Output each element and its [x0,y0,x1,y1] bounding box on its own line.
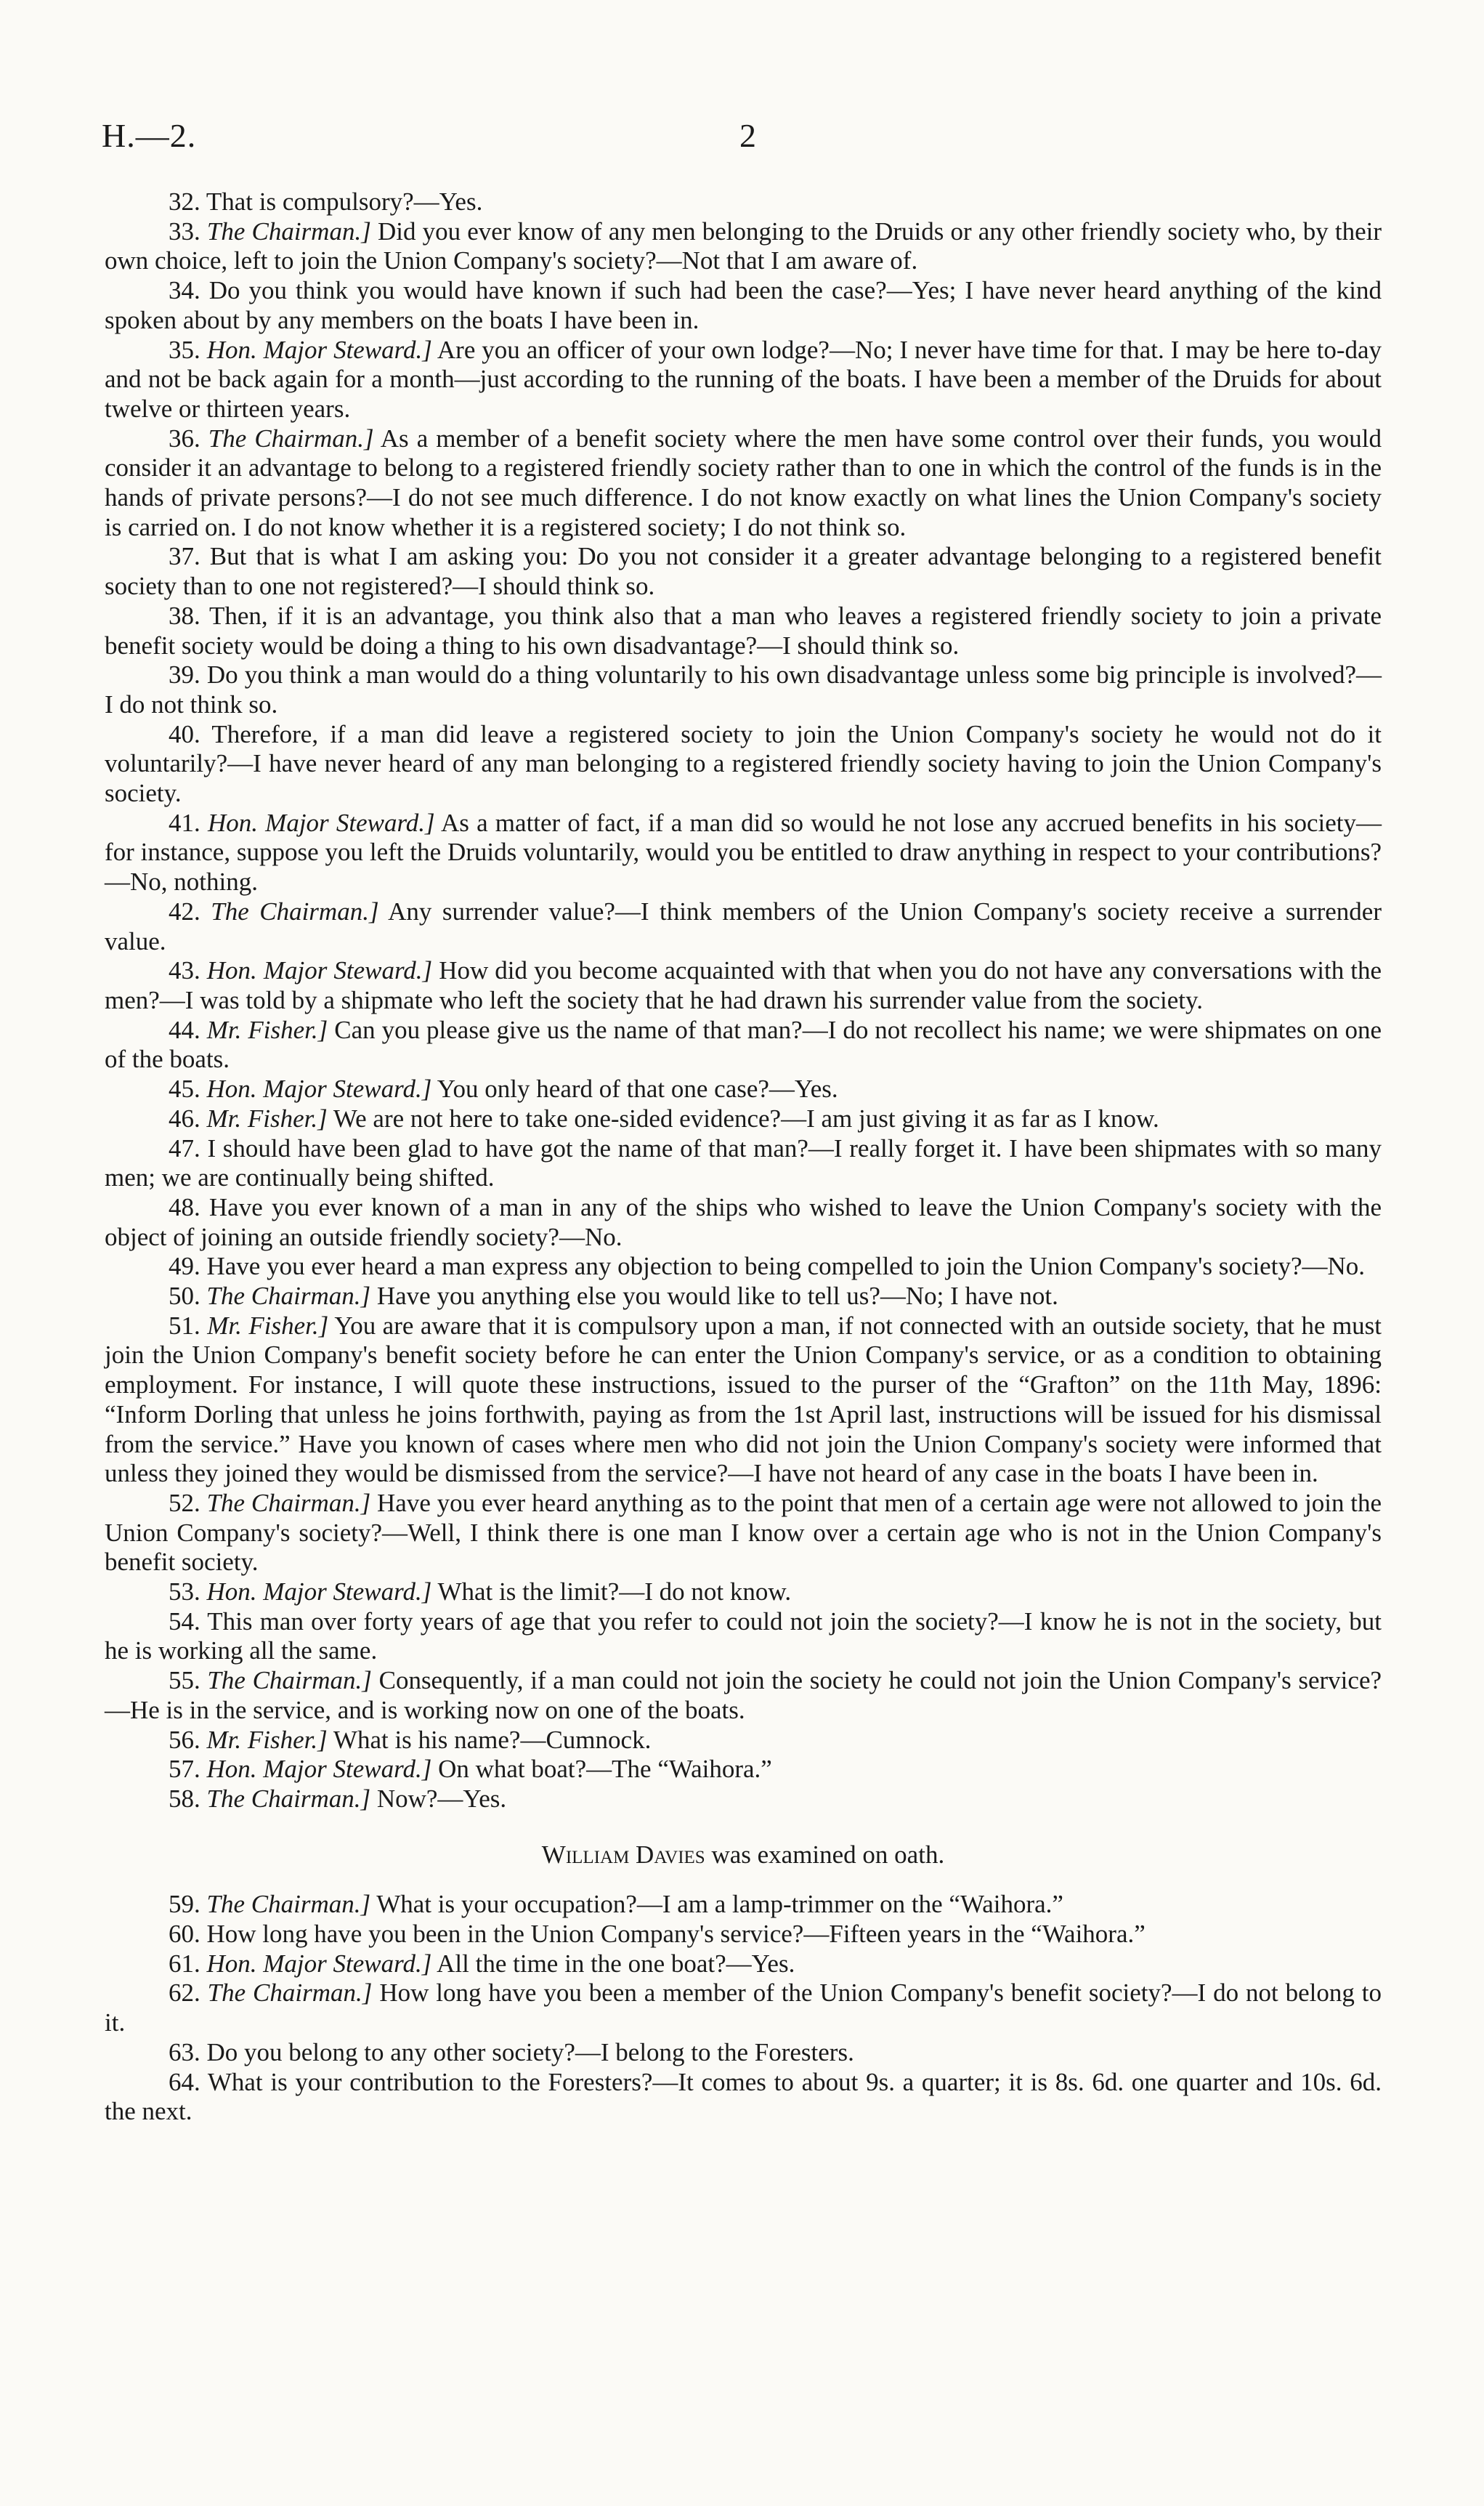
speaker-name: Hon. Major Steward.] [206,1075,432,1104]
question-text: On what boat?—The “Waihora.” [438,1755,772,1784]
page-number: 2 [739,117,756,154]
question-text: All the time in the one boat?—Yes. [437,1949,795,1978]
question-paragraph [105,1784,1382,1814]
question-paragraph [105,1577,1382,1607]
question-paragraph [105,2038,1382,2068]
speaker-name: Mr. Fisher.] [206,1104,328,1133]
question-number: 53. [169,1577,200,1606]
question-text: You are aware that it is compulsory upon a man, if not connected with an outside society, that he must join the Union Company's benefit society before he can enter the Union Company's service, or as a condition to obtaining employment. For instance, I will quote these instructions, issued to the purser of the “Grafton” on the 11th May, 1896: “Inform Dorling that unless he joins forthwith, paying as from the 1st April last, instructions will be issued for his dismissal from the service.” Have you known of cases where men who did not join the Union Company's society were informed that unless they joined they would be dismissed from the service?—I have not heard of any case in the boats I have been in. [105,1311,1382,1488]
question-text: Did you ever know of any men belonging to the Druids or any other friendly society who, by their own choice, left to join the Union Company's society?—Not that I am aware of. [105,217,1382,275]
question-paragraph [105,956,1382,1015]
speaker-name: Mr. Fisher.] [206,1725,328,1754]
question-number: 51. [169,1311,200,1340]
question-paragraph [105,1607,1382,1666]
question-number: 34. [169,276,200,305]
question-paragraph [105,542,1382,601]
question-number: 41. [169,808,200,837]
question-paragraph [105,1193,1382,1252]
question-text: Therefore, if a man did leave a registered society to join the Union Company's society he would not do it voluntarily?—I have never heard of any man belonging to a registered friendly society having to join the Union Company's society. [105,719,1382,808]
speaker-name: The Chairman.] [207,1666,372,1695]
question-paragraph [105,336,1382,424]
speaker-name: Mr. Fisher.] [206,1015,328,1044]
question-number: 39. [169,660,200,690]
question-paragraph [105,1016,1382,1075]
speaker-name: Hon. Major Steward.] [206,1755,432,1784]
question-text: I should have been glad to have got the name of that man?—I really forget it. I have been shipmates with so many men; we are continually being shifted. [105,1133,1382,1192]
question-paragraph [105,602,1382,660]
questions-group-2 [105,1890,1382,2127]
witness-text: was examined on oath. [711,1840,945,1869]
question-text: That is compulsory?—Yes. [206,187,483,216]
speaker-name: The Chairman.] [211,897,379,926]
question-paragraph [105,1890,1382,1920]
question-paragraph [105,1075,1382,1104]
question-paragraph [105,897,1382,956]
question-paragraph [105,1489,1382,1577]
speaker-name: The Chairman.] [206,217,371,246]
question-paragraph [105,1949,1382,1979]
question-number: 33. [169,217,200,246]
question-text: Any surrender value?—I think members of the Union Company's society receive a surrender value. [105,897,1382,955]
question-number: 56. [169,1725,200,1754]
question-number: 54. [169,1606,200,1636]
question-text: What is the limit?—I do not know. [437,1577,792,1606]
question-text: Have you ever known of a man in any of the ships who wished to leave the Union Company's society with the object of joining an outside friendly society?—No. [105,1192,1382,1251]
question-paragraph [105,424,1382,543]
question-text: Have you ever heard a man express any objection to being compelled to join the Union Company's society?—No. [206,1252,1365,1281]
question-paragraph [105,2068,1382,2127]
speaker-name: The Chairman.] [206,1282,371,1311]
question-paragraph [105,1252,1382,1282]
speaker-name: The Chairman.] [208,424,374,453]
speaker-name: The Chairman.] [206,1890,371,1919]
question-number: 58. [169,1784,200,1813]
question-paragraph [105,809,1382,897]
question-text: As a member of a benefit society where the men have some control over their funds, you would consider it an advantage to belong to a registered friendly society rather than to one in which the control of the funds is in the hands of private persons?—I do not see much difference. I do not know exactly on what lines the Union Company's society is carried on. I do not know whether it is a registered society; I do not think so. [105,424,1382,541]
question-paragraph [105,1282,1382,1311]
question-text: We are not here to take one-sided evidence?—I am just giving it as far as I know. [333,1104,1159,1133]
question-text: Do you belong to any other society?—I belong to the Foresters. [206,2037,854,2066]
question-text: What is your occupation?—I am a lamp-trimmer on the “Waihora.” [376,1890,1063,1919]
question-text: Are you an officer of your own lodge?—No; I never have time for that. I may be here to-day and not be back again for a month—just according to the running of the boats. I have been a member of the Druids for about twelve or thirteen years. [105,335,1382,423]
speaker-name: The Chairman.] [207,1978,373,2008]
question-number: 48. [169,1192,200,1221]
speaker-name: Hon. Major Steward.] [206,1577,432,1606]
question-text: Then, if it is an advantage, you think also that a man who leaves a registered friendly society to join a private benefit society would be doing a thing to his own disadvantage?—I should think so. [105,601,1382,660]
question-number: 52. [169,1488,200,1517]
question-text: What is your contribution to the Foresters?—It comes to about 9s. a quarter; it is 8s. 6d. one quarter and 10s. 6d. the next. [105,2067,1382,2126]
question-number: 45. [169,1075,200,1104]
question-text: How long have you been in the Union Company's service?—Fifteen years in the “Waihora.” [206,1920,1146,1949]
question-number: 40. [169,719,200,748]
question-paragraph [105,217,1382,276]
question-text: You only heard of that one case?—Yes. [437,1075,838,1104]
question-paragraph [105,660,1382,719]
document-code: H.—2. [102,117,197,154]
question-number: 62. [169,1978,200,2008]
question-number: 43. [169,956,200,985]
questions-group-1 [105,187,1382,1814]
question-number: 64. [169,2067,200,2096]
question-number: 59. [169,1890,200,1919]
witness-heading [105,1840,1382,1870]
question-number: 49. [169,1252,200,1281]
question-text: But that is what I am asking you: Do you not consider it a greater advantage belonging to a registered benefit society than to one not registered?—I should think so. [105,542,1382,601]
question-number: 36. [169,424,200,453]
question-number: 44. [169,1015,200,1044]
question-paragraph [105,187,1382,217]
speaker-name: The Chairman.] [206,1784,371,1813]
speaker-name: Hon. Major Steward.] [206,1949,432,1978]
question-text: As a matter of fact, if a man did so would he not lose any accrued benefits in his society—for instance, suppose you left the Druids voluntarily, would you be entitled to draw anything in respect to your contributions?—No, nothing. [105,808,1382,897]
question-text: How long have you been a member of the Union Company's benefit society?—I do not belong to it. [105,1978,1382,2037]
question-text: Do you think you would have known if such had been the case?—Yes; I have never heard anything of the kind spoken about by any members on the boats I have been in. [105,276,1382,334]
question-number: 46. [169,1104,200,1133]
question-text: Consequently, if a man could not join the society he could not join the Union Company's service?—He is in the service, and is working now on one of the boats. [105,1666,1382,1724]
question-paragraph [105,1726,1382,1755]
speaker-name: Mr. Fisher.] [207,1311,329,1340]
question-text: Now?—Yes. [376,1784,507,1813]
question-text: Have you anything else you would like to tell us?—No; I have not. [376,1282,1058,1311]
question-text: Can you please give us the name of that man?—I do not recollect his name; we were shipmates on one of the boats. [105,1015,1382,1074]
witness-name: William Davies [541,1840,705,1869]
question-text: This man over forty years of age that you refer to could not join the society?—I know he is not in the society, but he is working all the same. [105,1606,1382,1665]
speaker-name: Hon. Major Steward.] [207,808,435,837]
question-number: 38. [169,601,200,630]
question-number: 63. [169,2037,200,2066]
question-paragraph [105,1755,1382,1784]
question-number: 61. [169,1949,200,1978]
speaker-name: The Chairman.] [206,1488,371,1517]
question-paragraph [105,1978,1382,2037]
speaker-name: Hon. Major Steward.] [206,956,433,985]
evidence-body [105,187,1382,2127]
question-paragraph [105,720,1382,809]
question-text: How did you become acquainted with that when you do not have any conversations with the men?—I was told by a shipmate who left the society that he had drawn his surrender value from the society. [105,956,1382,1014]
question-paragraph [105,1104,1382,1134]
question-paragraph [105,1920,1382,1949]
question-number: 60. [169,1920,200,1949]
question-number: 50. [169,1282,200,1311]
question-paragraph [105,1666,1382,1725]
question-number: 55. [169,1666,200,1695]
question-text: Have you ever heard anything as to the point that men of a certain age were not allowed to join the Union Company's society?—Well, I think there is one man I know over a certain age who is not in the Union Company's benefit society. [105,1488,1382,1577]
question-paragraph [105,276,1382,335]
question-number: 37. [169,542,200,571]
speaker-name: Hon. Major Steward.] [206,335,432,364]
question-number: 47. [169,1133,200,1163]
question-paragraph [105,1134,1382,1193]
question-number: 57. [169,1755,200,1784]
question-text: What is his name?—Cumnock. [333,1725,652,1754]
question-paragraph [105,1311,1382,1489]
question-text: Do you think a man would do a thing voluntarily to his own disadvantage unless some big principle is involved?—I do not think so. [105,660,1382,719]
question-number: 42. [169,897,200,926]
question-number: 32. [169,187,200,216]
question-number: 35. [169,335,200,364]
